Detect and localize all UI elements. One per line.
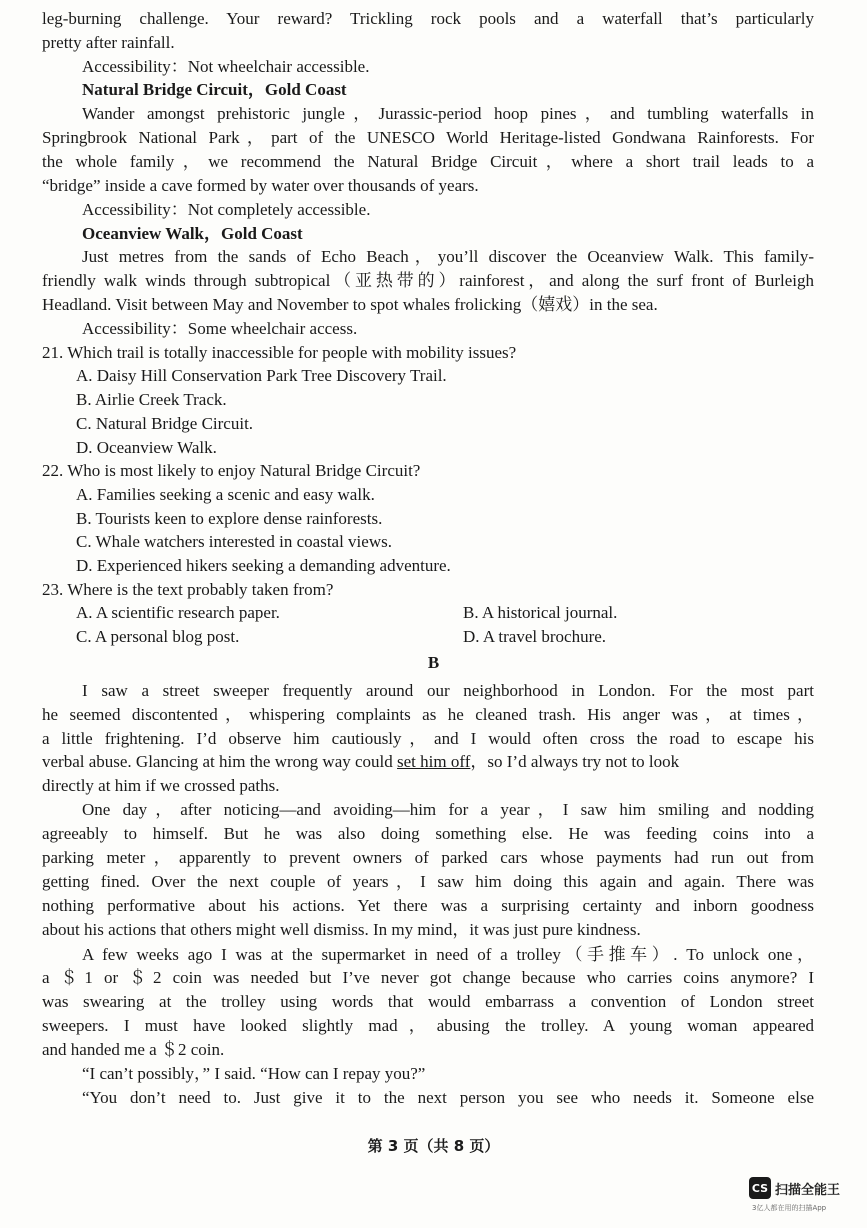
accessibility-note: Accessibility：Some wheelchair access. (82, 319, 358, 338)
trail-heading: Oceanview Walk，Gold Coast (82, 224, 303, 243)
text-line: I saw a street sweeper frequently around our neighborhood in London. For the most part (82, 681, 814, 700)
text-line: Springbrook National Park，part of the UNESCO World Heritage-listed Gondwana Rainforests. For (42, 128, 814, 147)
text-line: “bridge” inside a cave formed by water over thousands of years. (42, 176, 479, 195)
text-line: directly at him if we crossed paths. (42, 776, 280, 795)
text-line: sweepers. I must have looked slightly mad，abusing the trolley. A young woman appeared (42, 1016, 814, 1035)
accessibility-note: Accessibility：Not completely accessible. (82, 200, 371, 219)
text-line: agreeably to himself. But he was also doing something else. He was feeding coins into a (42, 824, 814, 843)
text-span: verbal abuse. Glancing at him the wrong way could (42, 752, 398, 771)
section-heading: B (427, 653, 440, 672)
text-line: and handed me a ＄2 coin. (42, 1040, 225, 1059)
text-line: he seemed discontented，whispering complaints as he cleaned trash. His anger was，at times， (42, 705, 814, 724)
text-line: Headland. Visit between May and November to spot whales frolicking（嬉戏）in the sea. (42, 295, 658, 314)
text-line: the whole family，we recommend the Natural Bridge Circuit，where a short trail leads to a (42, 152, 814, 171)
text-line: was swearing at the trolley using words that would embarrass a convention of London street (42, 992, 814, 1011)
page-number-footer: 第 3 页（共 8 页） (367, 1137, 500, 1155)
option-21c: C. Natural Bridge Circuit. (76, 414, 254, 433)
option-21d: D. Oceanview Walk. (76, 438, 217, 457)
question-23: 23. Where is the text probably taken from? (42, 580, 334, 599)
text-line: a little frightening. I’d observe him cautiously，and I would often cross the road to escape his (42, 729, 814, 748)
option-23c: C. A personal blog post. (76, 627, 240, 646)
text-span: ，so I’d always try not to look (470, 752, 680, 771)
option-22b: B. Tourists keen to explore dense rainforests. (76, 509, 383, 528)
text-line: getting fined. Over the next couple of years，I saw him doing this again and again. There was (42, 872, 814, 891)
watermark-tagline: 3亿人都在用的扫描App (752, 1204, 827, 1212)
camscanner-watermark (749, 1177, 840, 1199)
watermark-name: 扫描全能王 (775, 1182, 841, 1198)
text-line: “You don’t need to. Just give it to the next person you see who needs it. Someone else (82, 1088, 814, 1107)
text-line: “I can’t possibly，” I said. “How can I repay you?” (82, 1064, 426, 1083)
text-line: about his actions that others might well dismiss. In my mind，it was just pure kindness. (42, 920, 641, 939)
option-23d: D. A travel brochure. (463, 627, 607, 646)
text-line: friendly walk winds through subtropical（亚热带的）rainforest，and along the surf front of Burleigh (42, 271, 814, 290)
option-22c: C. Whale watchers interested in coastal views. (76, 532, 392, 551)
accessibility-note: Accessibility：Not wheelchair accessible. (82, 57, 370, 76)
option-23b: B. A historical journal. (463, 603, 618, 622)
trail-heading: Natural Bridge Circuit，Gold Coast (82, 80, 347, 99)
camscanner-logo-icon: CS (749, 1177, 771, 1199)
question-21: 21. Which trail is totally inaccessible for people with mobility issues? (42, 343, 517, 362)
text-line: One day，after noticing—and avoiding—him for a year，I saw him smiling and nodding (82, 800, 814, 819)
text-line (42, 750, 814, 774)
underlined-phrase: set him off (397, 752, 471, 771)
text-line: a ＄1 or ＄2 coin was needed but I’ve never got change because who carries coins anymore? I (42, 968, 814, 987)
option-22a: A. Families seeking a scenic and easy walk. (76, 485, 375, 504)
text-line: nothing performative about his actions. Yet there was a surprising certainty and inborn goodness (42, 896, 814, 915)
text-line: Just metres from the sands of Echo Beach，you’ll discover the Oceanview Walk. This family- (82, 247, 814, 266)
option-21a: A. Daisy Hill Conservation Park Tree Discovery Trail. (76, 366, 447, 385)
text-line: leg-burning challenge. Your reward? Trickling rock pools and a waterfall that’s particularly (42, 9, 814, 28)
question-22: 22. Who is most likely to enjoy Natural Bridge Circuit? (42, 461, 421, 480)
text-line: A few weeks ago I was at the supermarket in need of a trolley（手推车）. To unlock one， (82, 945, 814, 964)
text-line: pretty after rainfall. (42, 33, 175, 52)
text-line: Wander amongst prehistoric jungle，Jurassic-period hoop pines，and tumbling waterfalls in (82, 104, 814, 123)
text-line: parking meter，apparently to prevent owners of parked cars whose payments had run out from (42, 848, 814, 867)
option-21b: B. Airlie Creek Track. (76, 390, 227, 409)
option-22d: D. Experienced hikers seeking a demanding adventure. (76, 556, 451, 575)
option-23a: A. A scientific research paper. (76, 603, 280, 622)
